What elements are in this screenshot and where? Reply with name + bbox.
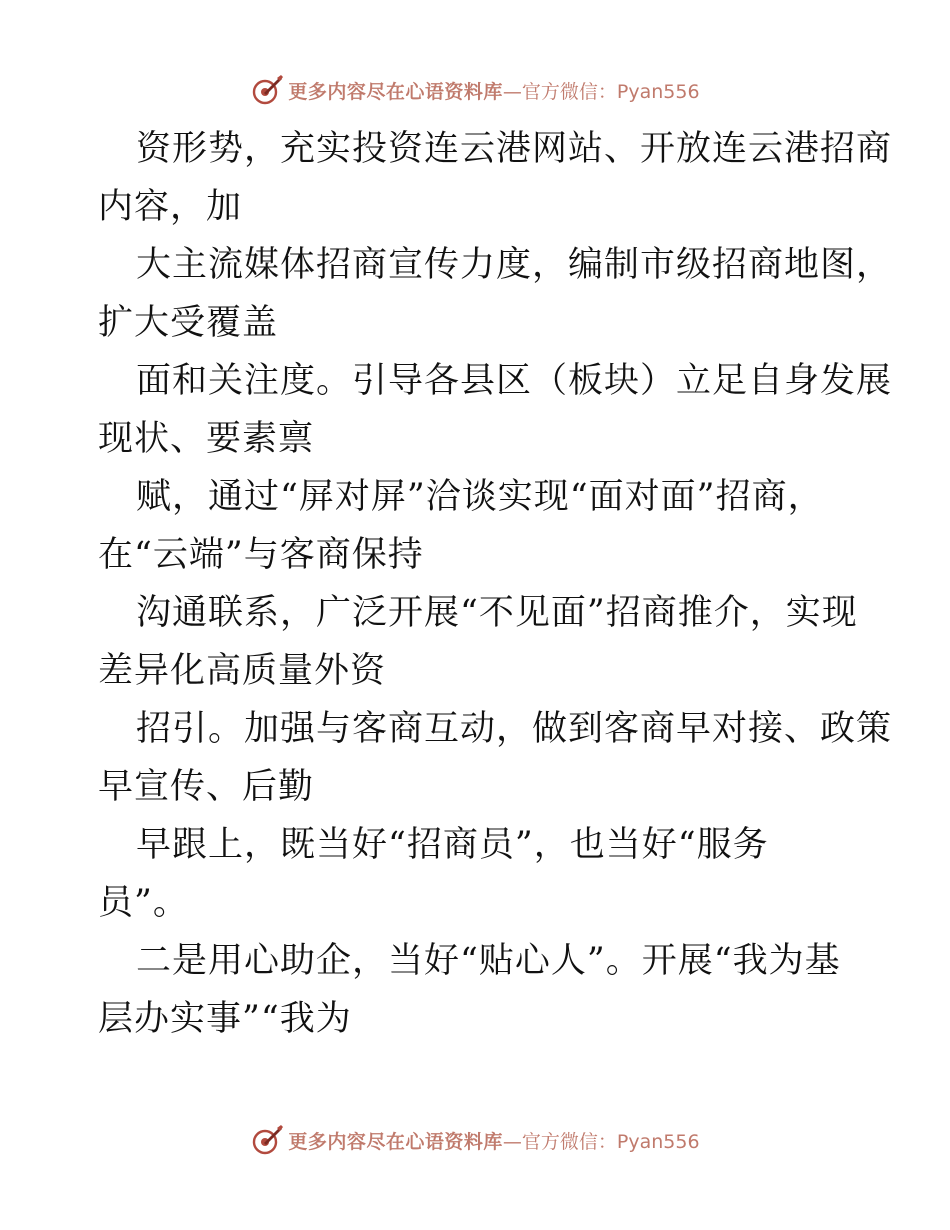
text-line: 现状、要素禀 <box>98 419 315 459</box>
header-banner <box>0 70 950 110</box>
document-body <box>98 120 893 1048</box>
footer-banner <box>0 1120 950 1160</box>
text-line: 赋，通过“屏对屏”洽谈实现“面对面”招商， <box>136 477 824 517</box>
text-line: 招引。加强与客商互动，做到客商早对接、政策 <box>136 709 893 749</box>
text-line: 大主流媒体招商宣传力度，编制市级招商地图， <box>136 245 893 285</box>
text-line: 层办实事”“我为 <box>98 999 352 1039</box>
text-line: 在“云端”与客商保持 <box>98 535 424 575</box>
footer-banner-wechat: —官方微信：Pyan556 <box>502 1130 700 1153</box>
quill-logo-icon <box>250 1123 284 1157</box>
header-banner-title: 更多内容尽在心语资料库 <box>288 80 503 103</box>
text-line: 员”。 <box>98 883 189 923</box>
text-line: 早宣传、后勤 <box>98 767 315 807</box>
header-banner-wechat: —官方微信：Pyan556 <box>502 80 700 103</box>
text-line: 沟通联系，广泛开展“不见面”招商推介，实现 <box>136 593 858 633</box>
text-line: 二是用心助企，当好“贴心人”。开展“我为基 <box>136 941 841 981</box>
text-line: 面和关注度。引导各县区（板块）立足自身发展 <box>136 361 893 401</box>
text-line: 早跟上，既当好“招商员”，也当好“服务 <box>136 825 769 865</box>
text-line: 差异化高质量外资 <box>98 651 387 691</box>
text-line: 资形势，充实投资连云港网站、开放连云港招商 <box>136 129 893 169</box>
footer-banner-title: 更多内容尽在心语资料库 <box>288 1130 503 1153</box>
text-line: 内容，加 <box>98 187 243 227</box>
text-line: 扩大受覆盖 <box>98 303 279 343</box>
quill-logo-icon <box>250 73 284 107</box>
